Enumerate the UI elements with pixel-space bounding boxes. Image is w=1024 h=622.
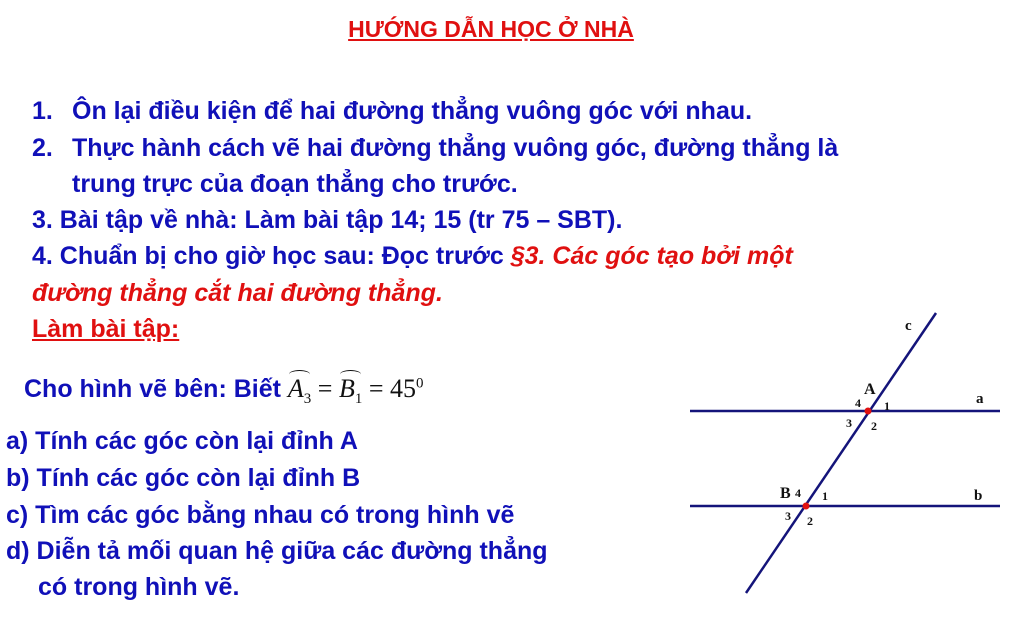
formula-angle-a: A — [287, 374, 304, 403]
label-point-b: B — [780, 485, 791, 502]
question-c: c) Tìm các góc bằng nhau có trong hình vẽ — [6, 501, 515, 529]
question-d-line2: có trong hình vẽ. — [38, 573, 240, 601]
given-text: Cho hình vẽ bên: Biết — [24, 375, 288, 403]
angle-a-3: 3 — [846, 416, 852, 430]
lesson-title-part1: §3. Các góc tạo bởi một — [510, 242, 793, 270]
formula-angle-b: B — [338, 374, 355, 403]
angle-a-4: 4 — [855, 396, 861, 410]
exercise-heading: Làm bài tập: — [32, 315, 180, 343]
label-point-a: A — [864, 381, 876, 398]
label-line-b: b — [974, 488, 983, 504]
question-b: b) Tính các góc còn lại đỉnh B — [6, 464, 361, 492]
angle-b-4: 4 — [795, 486, 801, 500]
angle-b-2: 2 — [807, 514, 813, 528]
angle-b-1: 1 — [822, 489, 828, 503]
formula-degree: 0 — [416, 375, 424, 392]
line-c — [746, 313, 936, 593]
formula-angle-b-sub: 1 — [354, 391, 363, 408]
point-a-dot — [865, 408, 872, 415]
question-d-line1: d) Diễn tả mối quan hệ giữa các đường thẳng — [6, 537, 548, 565]
item-4-text: 4. Chuẩn bị cho giờ học sau: Đọc trước — [32, 242, 511, 270]
lesson-title-part2: đường thẳng cắt hai đường thẳng. — [32, 279, 443, 307]
angle-a-2: 2 — [871, 419, 877, 433]
item-2-text-line1: Thực hành cách vẽ hai đường thẳng vuông góc, đường thẳng là — [72, 134, 839, 162]
question-a: a) Tính các góc còn lại đỉnh A — [6, 427, 358, 455]
item-2-number: 2. — [32, 134, 53, 162]
formula-angle-a-sub: 3 — [303, 391, 312, 408]
angle-b-3: 3 — [785, 509, 791, 523]
label-line-c: c — [905, 318, 912, 334]
page-title: HƯỚNG DẪN HỌC Ở NHÀ — [348, 16, 634, 42]
item-2-text-line2: trung trực của đoạn thẳng cho trước. — [72, 170, 518, 198]
formula-value: = 45 — [368, 374, 417, 403]
item-1-number: 1. — [32, 97, 53, 125]
item-3: 3. Bài tập về nhà: Làm bài tập 14; 15 (tr 75 – SBT). — [32, 206, 623, 234]
item-1-text: Ôn lại điều kiện để hai đường thẳng vuông góc với nhau. — [72, 97, 753, 125]
point-b-dot — [803, 503, 810, 510]
angle-a-1: 1 — [884, 399, 890, 413]
formula-equals-1: = — [317, 374, 333, 403]
label-line-a: a — [976, 391, 984, 407]
